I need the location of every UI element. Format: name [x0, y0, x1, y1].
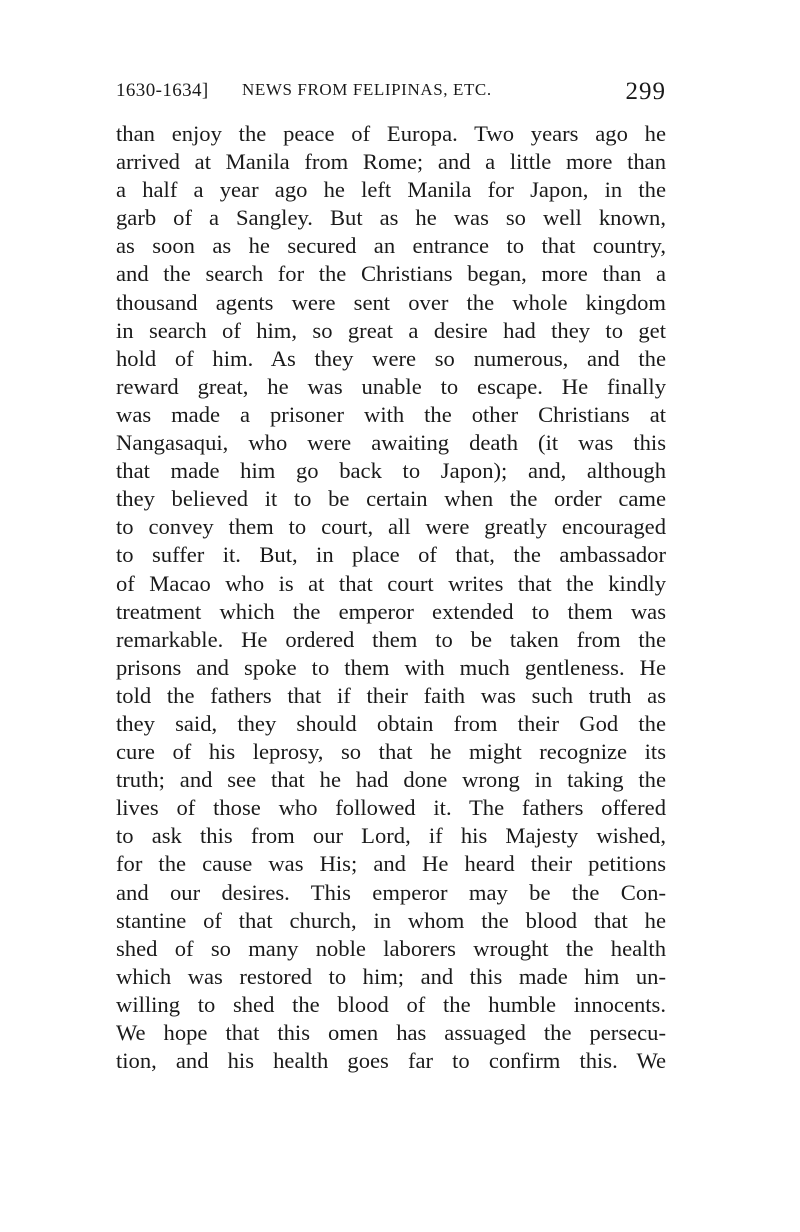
- text-line: and our desires. This emperor may be the Con-: [116, 879, 666, 905]
- page-number: 299: [625, 78, 666, 105]
- text-line: garb of a Sangley. But as he was so well known,: [116, 205, 666, 231]
- text-line: willing to shed the blood of the humble innocents.: [116, 991, 666, 1017]
- text-line: told the fathers that if their faith was such truth as: [116, 682, 666, 708]
- text-line: Nangasaqui, who were awaiting death (it was this: [116, 430, 666, 456]
- text-line: treatment which the emperor extended to them was: [116, 598, 666, 624]
- text-line: prisons and spoke to them with much gentleness. He: [116, 654, 666, 680]
- text-line: for the cause was His; and He heard their petitions: [116, 851, 666, 877]
- text-line: to ask this from our Lord, if his Majesty wished,: [116, 823, 666, 849]
- text-line: to suffer it. But, in place of that, the ambassador: [116, 542, 666, 568]
- text-line: which was restored to him; and this made him un-: [116, 963, 666, 989]
- text-line: truth; and see that he had done wrong in taking the: [116, 767, 666, 793]
- text-line: and the search for the Christians began, more than a: [116, 261, 666, 287]
- text-line: We hope that this omen has assuaged the persecu-: [116, 1020, 666, 1045]
- text-line: stantine of that church, in whom the blood that he: [116, 907, 666, 933]
- running-head: [116, 80, 666, 110]
- text-line: than enjoy the peace of Europa. Two years ago he: [116, 121, 666, 146]
- text-line: cure of his leprosy, so that he might recognize its: [116, 739, 666, 765]
- text-line: tion, and his health goes far to confirm this. We: [116, 1048, 666, 1074]
- text-line: reward great, he was unable to escape. He finally: [116, 373, 666, 399]
- text-line: as soon as he secured an entrance to that country,: [116, 233, 666, 259]
- text-line: lives of those who followed it. The fathers offered: [116, 795, 666, 821]
- running-head-title: NEWS FROM FELIPINAS, ETC.: [242, 80, 492, 99]
- text-line: they believed it to be certain when the order came: [116, 486, 666, 512]
- text-line: of Macao who is at that court writes that the kindly: [116, 570, 666, 596]
- text-line: they said, they should obtain from their God the: [116, 710, 666, 736]
- body-text: [116, 120, 666, 1075]
- running-head-dates: 1630-1634]: [116, 80, 209, 101]
- text-line: arrived at Manila from Rome; and a little more than: [116, 149, 666, 175]
- text-line: remarkable. He ordered them to be taken from the: [116, 626, 666, 652]
- text-line: thousand agents were sent over the whole kingdom: [116, 289, 666, 315]
- text-line: that made him go back to Japon); and, although: [116, 458, 666, 484]
- text-line: hold of him. As they were so numerous, and the: [116, 345, 666, 371]
- text-line: was made a prisoner with the other Christians at: [116, 401, 666, 427]
- text-line: to convey them to court, all were greatly encouraged: [116, 514, 666, 540]
- text-line: in search of him, so great a desire had they to get: [116, 317, 666, 343]
- text-line: shed of so many noble laborers wrought the health: [116, 935, 666, 961]
- text-line: a half a year ago he left Manila for Japon, in the: [116, 177, 666, 203]
